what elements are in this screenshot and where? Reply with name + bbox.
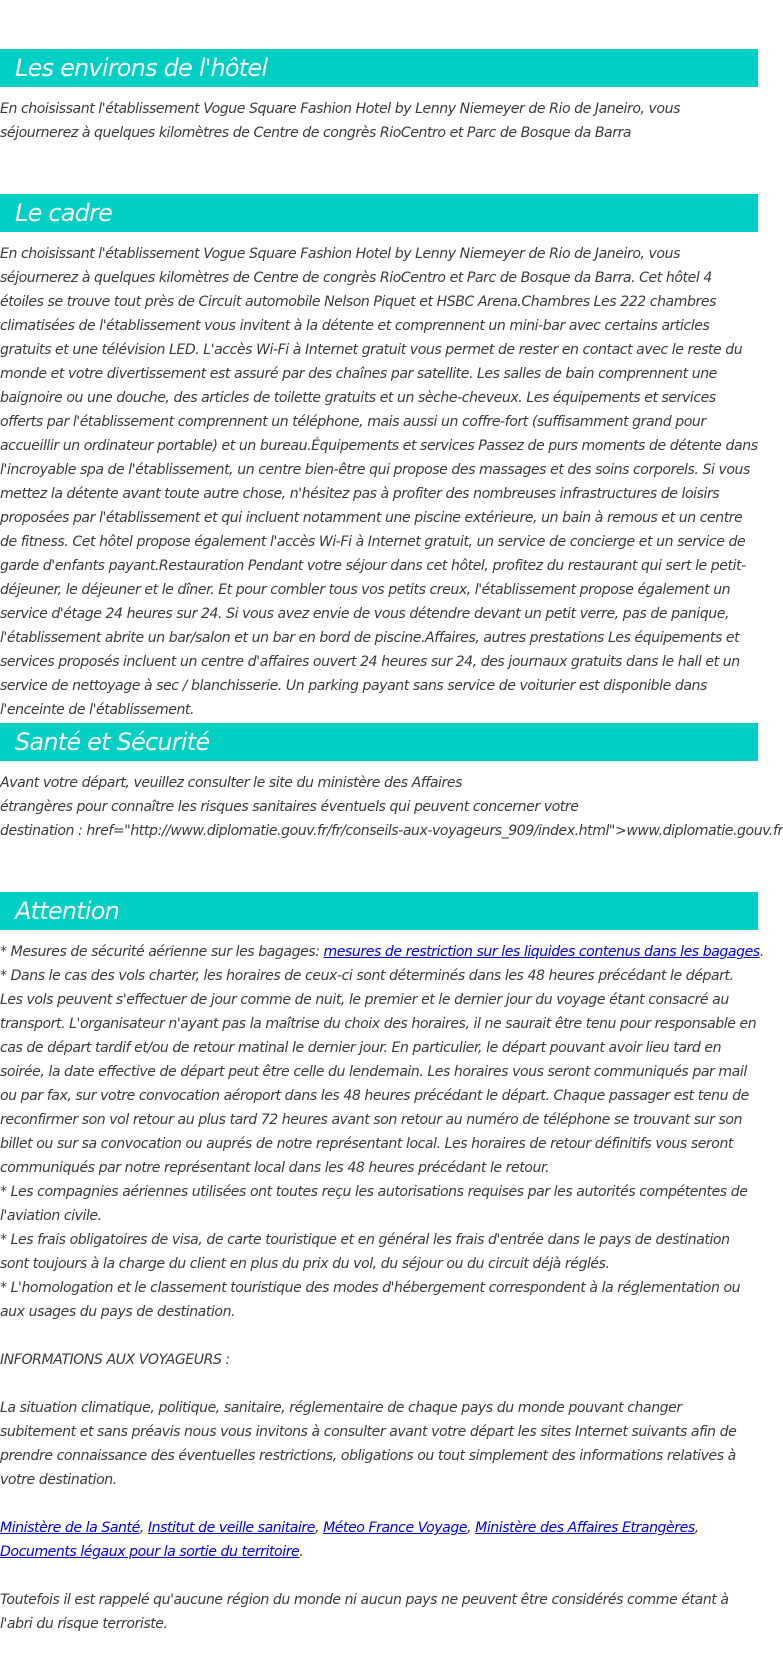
- homologation-text: * L'homologation et le classement touristique des modes d'hébergement correspondent à la réglementation ou aux usages du pays de destination.: [0, 1280, 741, 1320]
- toutefois-text: Toutefois il est rappelé qu'aucune région du monde ni aucun pays ne peuvent être considérés comme étant à l'abri du risque terroriste.: [0, 1592, 729, 1632]
- charter-text: * Dans le cas des vols charter, les horaires de ceux-ci sont déterminés dans les 48 heures précédant le départ. Les vols peuvent s'effectuer de jour comme de nuit, le premier et le dernier jour du voyage étant consacré au transport. L'organisateur n'ayant pas la maîtrise du choix des horaires, il ne saurait être tenu pour responsable en cas de départ tardif et/ou de retour matinal le dernier jour. En particulier, le départ pouvant avoir lieu tard en soirée, la date effective de départ peut être celle du lendemain. Les horaires vous seront communiqués par mail ou par fax, sur votre convocation aéroport dans les 48 heures précédant le départ. Chaque passager est tenu de reconfirmer son vol retour au plus tard 72 heures avant son retour au numéro de téléphone se trouvant sur son billet ou sur sa convocation ou auprés de notre représentant local. Les horaires de retour définitifs vous seront communiqués par notre représentant local dans les 48 heures précédant le retour.: [0, 968, 757, 1176]
- compagnies-text: * Les compagnies aériennes utilisées ont toutes reçu les autorisations requises par les autorités compétentes de l'aviation civile.: [0, 1184, 748, 1224]
- section-title-cadre: Le cadre: [0, 194, 758, 232]
- environs-text: En choisissant l'établissement Vogue Square Fashion Hotel by Lenny Niemeyer de Rio de Janeiro, vous séjournerez à quelques kilomètres de Centre de congrès RioCentro et Parc de Bosque da Barra: [0, 101, 680, 141]
- link-ministere-sante[interactable]: Ministère de la Santé: [0, 1520, 140, 1536]
- bagages-line: [0, 940, 764, 964]
- section-title-attention: Attention: [0, 892, 758, 930]
- sante-line-2: étrangères pour connaître les risques sanitaires éventuels qui peuvent concerner votre: [0, 799, 579, 815]
- link-documents-legaux[interactable]: Documents légaux pour la sortie du territoire: [0, 1544, 300, 1560]
- cadre-text: En choisissant l'établissement Vogue Square Fashion Hotel by Lenny Niemeyer de Rio de Janeiro, vous séjournerez à quelques kilomètres de Centre de congrès RioCentro et Parc de Bosque da Barra. Cet hôtel 4 étoiles se trouve tout près de Circuit automobile Nelson Piquet et HSBC Arena.Chambres Les 222 chambres climatisées de l'établissement vous invitent à la détente et comprennent un mini-bar avec certains articles gratuits et une télévision LED. L'accès Wi-Fi à Internet gratuit vous permet de rester en contact avec le reste du monde et votre divertissement est assuré par des chaînes par satellite. Les salles de bain comprennent une baignoire ou une douche, des articles de toilette gratuits et un sèche-cheveux. Les équipements et services offerts par l'établissement comprennent un téléphone, mais aussi un coffre-fort (suffisamment grand pour accueillir un ordinateur portable) et un bureau.Équipements et services Passez de purs moments de détente dans l'incroyable spa de l'établissement, un centre bien-être qui propose des massages et des soins corporels. Si vous mettez la détente avant toute autre chose, n'hésitez pas à profiter des nombreuses infrastructures de loisirs proposées par l'établissement et qui incluent notamment une piscine extérieure, un bain à remous et un centre de fitness. Cet hôtel propose également l'accès Wi-Fi à Internet gratuit, un service de concierge et un service de garde d'enfants payant.Restauration Pendant votre séjour dans cet hôtel, profitez du restaurant qui sert le petit-déjeuner, le déjeuner et le dîner. Et pour combler tous vos petits creux, l'établissement propose également un service d'étage 24 heures sur 24. Si vous avez envie de vous détendre devant un petit verre, pas de panique, l'établissement abrite un bar/salon et un bar en bord de piscine.Affaires, autres prestations Les équipements et services proposés incluent un centre d'affaires ouvert 24 heures sur 24, des journaux gratuits dans le hall et un service de nettoyage à sec / blanchisserie. Un parking payant sans service de voiturier est disponible dans l'enceinte de l'établissement.: [0, 246, 758, 718]
- link-institut-veille[interactable]: Institut de veille sanitaire: [147, 1520, 315, 1536]
- link-ministere-affaires[interactable]: Ministère des Affaires Etrangères: [475, 1520, 695, 1536]
- bagages-prefix: * Mesures de sécurité aérienne sur les bagages:: [0, 944, 324, 960]
- sante-text: [0, 771, 783, 843]
- info-links: Ministère de la Santé, Institut de veille sanitaire, Méteo France Voyage, Ministère des Affaires Etrangères, Documents légaux pour la sortie du territoire.: [0, 1520, 699, 1560]
- bagages-restriction-link[interactable]: mesures de restriction sur les liquides contenus dans les bagages: [323, 944, 760, 960]
- section-title-sante: Santé et Sécurité: [0, 723, 758, 761]
- frais-text: * Les frais obligatoires de visa, de carte touristique et en général les frais d'entrée dans le pays de destination sont toujours à la charge du client en plus du prix du vol, du séjour ou du circuit déjà réglés.: [0, 1232, 730, 1272]
- bagages-suffix: .: [759, 944, 764, 960]
- sante-line-3: destination : href="http://www.diplomatie.gouv.fr/fr/conseils-aux-voyageurs_909/index.html">www.diplomatie.gouv.fr: [0, 823, 783, 839]
- sante-line-1: Avant votre départ, veuillez consulter le site du ministère des Affaires: [0, 775, 462, 791]
- section-title-environs: Les environs de l'hôtel: [0, 49, 758, 87]
- situation-text: La situation climatique, politique, sanitaire, réglementaire de chaque pays du monde pouvant changer subitement et sans préavis nous vous invitons à consulter avant votre départ les sites Internet suivants afin de prendre connaissance des éventuelles restrictions, obligations ou tout simplement des informations relatives à votre destination.: [0, 1400, 737, 1488]
- info-voyageurs-title: INFORMATIONS AUX VOYAGEURS :: [0, 1352, 230, 1368]
- attention-body: [0, 940, 764, 1636]
- link-meteo-france[interactable]: Méteo France Voyage: [323, 1520, 468, 1536]
